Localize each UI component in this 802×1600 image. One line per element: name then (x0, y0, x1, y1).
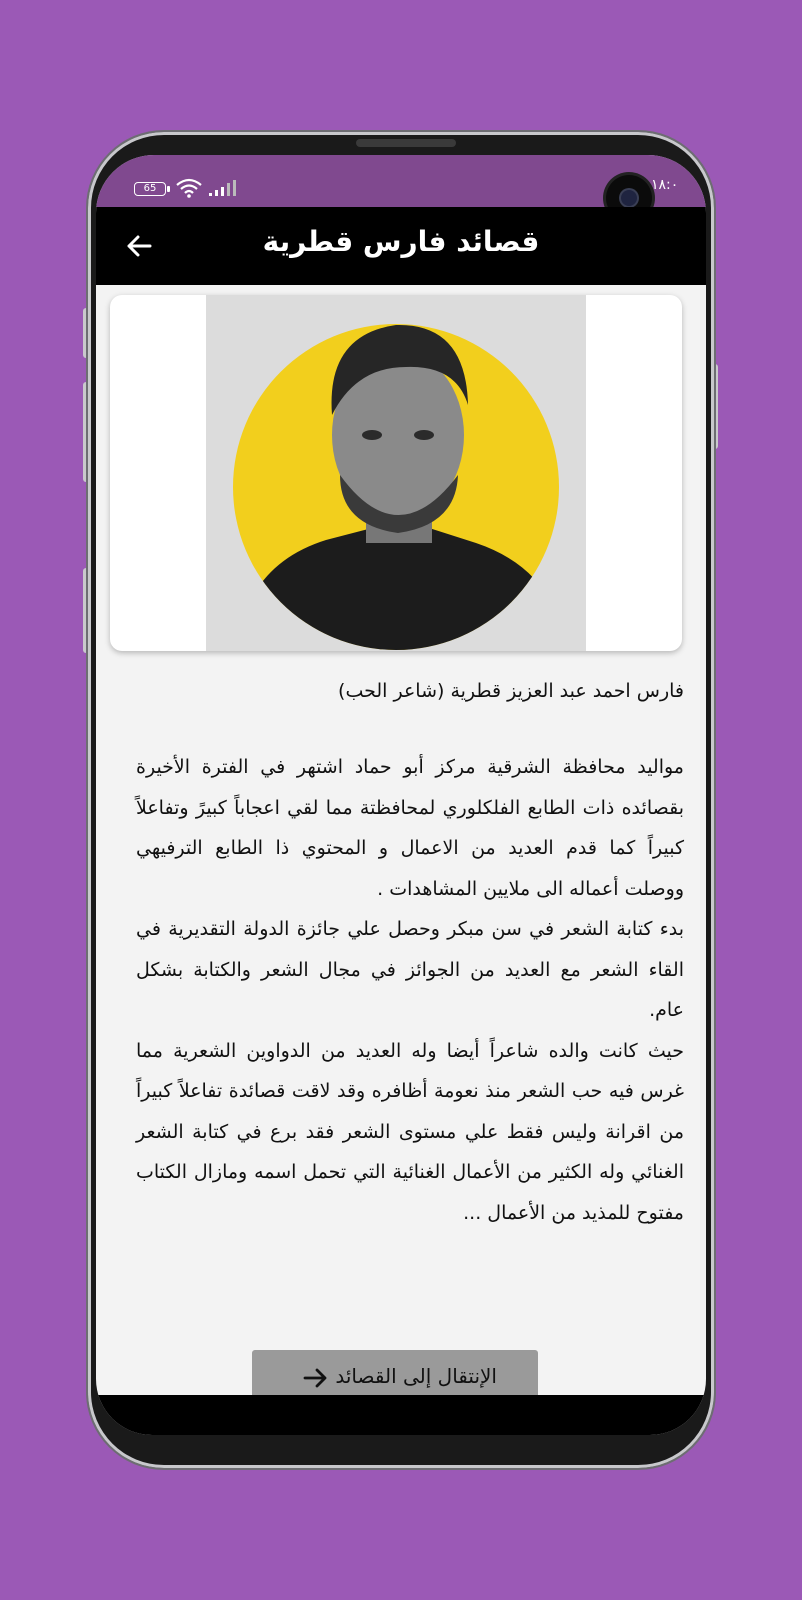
clock: ١٨:٠ (651, 177, 679, 193)
battery-icon (134, 182, 166, 196)
arrow-left-icon[interactable] (124, 231, 154, 261)
battery-level: 65 (143, 183, 157, 194)
page-title: قصائد فارس قطرية (262, 225, 540, 258)
phone-speaker (356, 139, 456, 147)
poet-portrait-image (206, 295, 586, 651)
navigation-bar (96, 1395, 706, 1435)
wifi-icon (176, 177, 202, 199)
signal-icon (208, 179, 238, 197)
article-paragraph: حيث كانت والده شاعراً أيضا وله العديد من الدواوين الشعرية مما غرس فيه حب الشعر منذ نعومة أظافره وقد لاقت قصائدة تفاعلاً كبيراً من اقرانة وليس فقط علي مستوى الشعر فقد برع في كتابة الشعر الغنائي وله الكثير من الأعمال الغنائية التي تحمل اسمه ومازال الكتاب مفتوح للمذيد من الأعمال ... (136, 1039, 684, 1224)
article-paragraph: بدء كتابة الشعر في سن مبكر وحصل علي جائزة الدولة التقديرية في القاء الشعر مع العديد من الجوائز في مجال الشعر والكتابة بشكل عام. (136, 918, 684, 1021)
phone-screen (96, 155, 706, 1435)
article (136, 675, 684, 1233)
status-bar (96, 155, 706, 207)
poet-name-heading: فارس احمد عبد العزيز قطرية (شاعر الحب) (338, 680, 684, 702)
app-bar (96, 207, 706, 285)
go-to-poems-label: الإنتقال إلى القصائد (335, 1364, 497, 1388)
article-body (136, 747, 684, 1233)
poet-image-card (110, 295, 682, 651)
arrow-right-icon (303, 1366, 329, 1390)
article-paragraph: مواليد محافظة الشرقية مركز أبو حماد اشتهر في الفترة الأخيرة بقصائده ذات الطابع الفلكلوري لمحافظتة مما لقي اعجاباً كبيرً وتفاعلاً كبيراً كما قدم العديد من الاعمال و المحتوي ذا الطابع الترفيهي ووصلت أعماله الى ملايين المشاهدات . (136, 756, 684, 900)
